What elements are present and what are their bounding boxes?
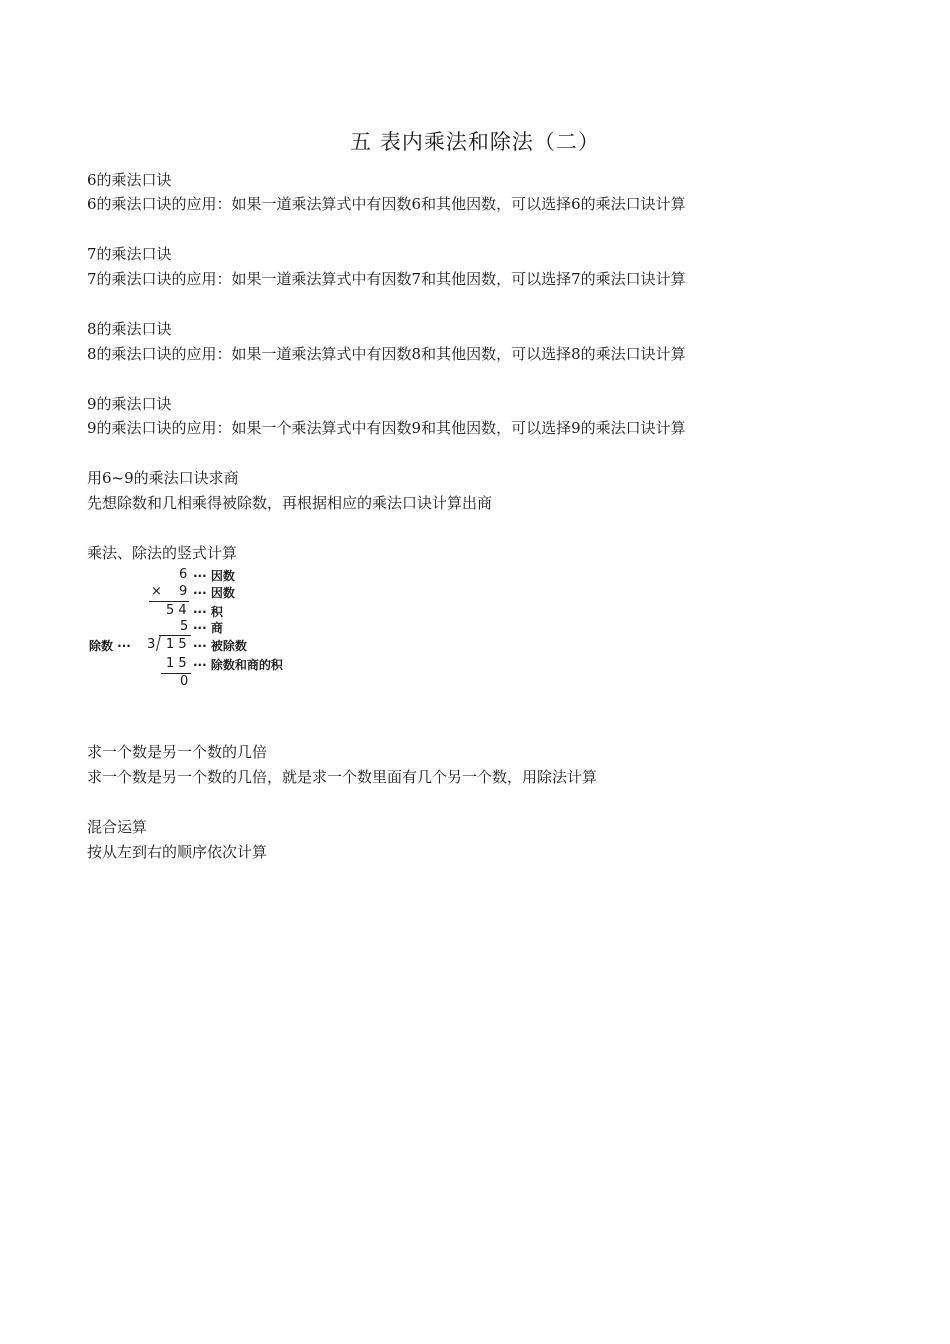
- divisor: 3: [147, 637, 156, 652]
- mult-factor2: 9: [179, 584, 188, 599]
- section-heading-mixed: 混合运算: [87, 818, 148, 836]
- section-body-7: 7的乘法口诀的应用：如果一道乘法算式中有因数7和其他因数，可以选择7的乘法口诀计算: [87, 270, 686, 288]
- divisor-label: 除数 ···: [89, 639, 131, 653]
- section-heading-9: 9的乘法口诀: [87, 395, 172, 413]
- division-bracket-side: [156, 635, 161, 651]
- vertical-calculation-figure: [87, 565, 327, 690]
- dividend: 1 5: [166, 637, 187, 652]
- section-heading-quotient: 用6~9的乘法口诀求商: [87, 469, 239, 487]
- section-heading-6: 6的乘法口诀: [87, 171, 172, 189]
- section-body-9: 9的乘法口诀的应用：如果一个乘法算式中有因数9和其他因数，可以选择9的乘法口诀计算: [87, 419, 686, 437]
- mult-product: 5 4: [166, 603, 187, 618]
- section-body-6: 6的乘法口诀的应用：如果一道乘法算式中有因数6和其他因数，可以选择6的乘法口诀计算: [87, 195, 686, 213]
- div-product: 1 5: [166, 656, 187, 671]
- section-body-multiple: 求一个数是另一个数的几倍，就是求一个数里面有几个另一个数，用除法计算: [87, 768, 598, 786]
- section-heading-8: 8的乘法口诀: [87, 320, 172, 338]
- division-bracket-top: [159, 635, 191, 636]
- div-quotient-label: ··· 商: [193, 621, 223, 635]
- section-body-8: 8的乘法口诀的应用：如果一道乘法算式中有因数8和其他因数，可以选择8的乘法口诀计算: [87, 345, 686, 363]
- div-product-label: ··· 除数和商的积: [193, 658, 283, 672]
- section-heading-7: 7的乘法口诀: [87, 245, 172, 263]
- times-sign: ×: [151, 584, 162, 599]
- page-title: 五 表内乘法和除法（二）: [350, 130, 600, 154]
- div-remainder: 0: [180, 674, 189, 689]
- mult-factor1-label: ··· 因数: [193, 569, 235, 583]
- mult-factor1: 6: [179, 567, 188, 582]
- div-quotient: 5: [180, 619, 189, 634]
- section-heading-vertical-calc: 乘法、除法的竖式计算: [87, 544, 238, 562]
- mult-product-label: ··· 积: [193, 605, 223, 619]
- dividend-label: ··· 被除数: [193, 639, 247, 653]
- mult-line: [149, 601, 189, 602]
- section-body-quotient: 先想除数和几相乘得被除数，再根据相应的乘法口诀计算出商: [87, 494, 493, 512]
- mult-factor2-label: ··· 因数: [193, 586, 235, 600]
- section-body-mixed: 按从左到右的顺序依次计算: [87, 843, 268, 861]
- section-heading-multiple: 求一个数是另一个数的几倍: [87, 743, 268, 761]
